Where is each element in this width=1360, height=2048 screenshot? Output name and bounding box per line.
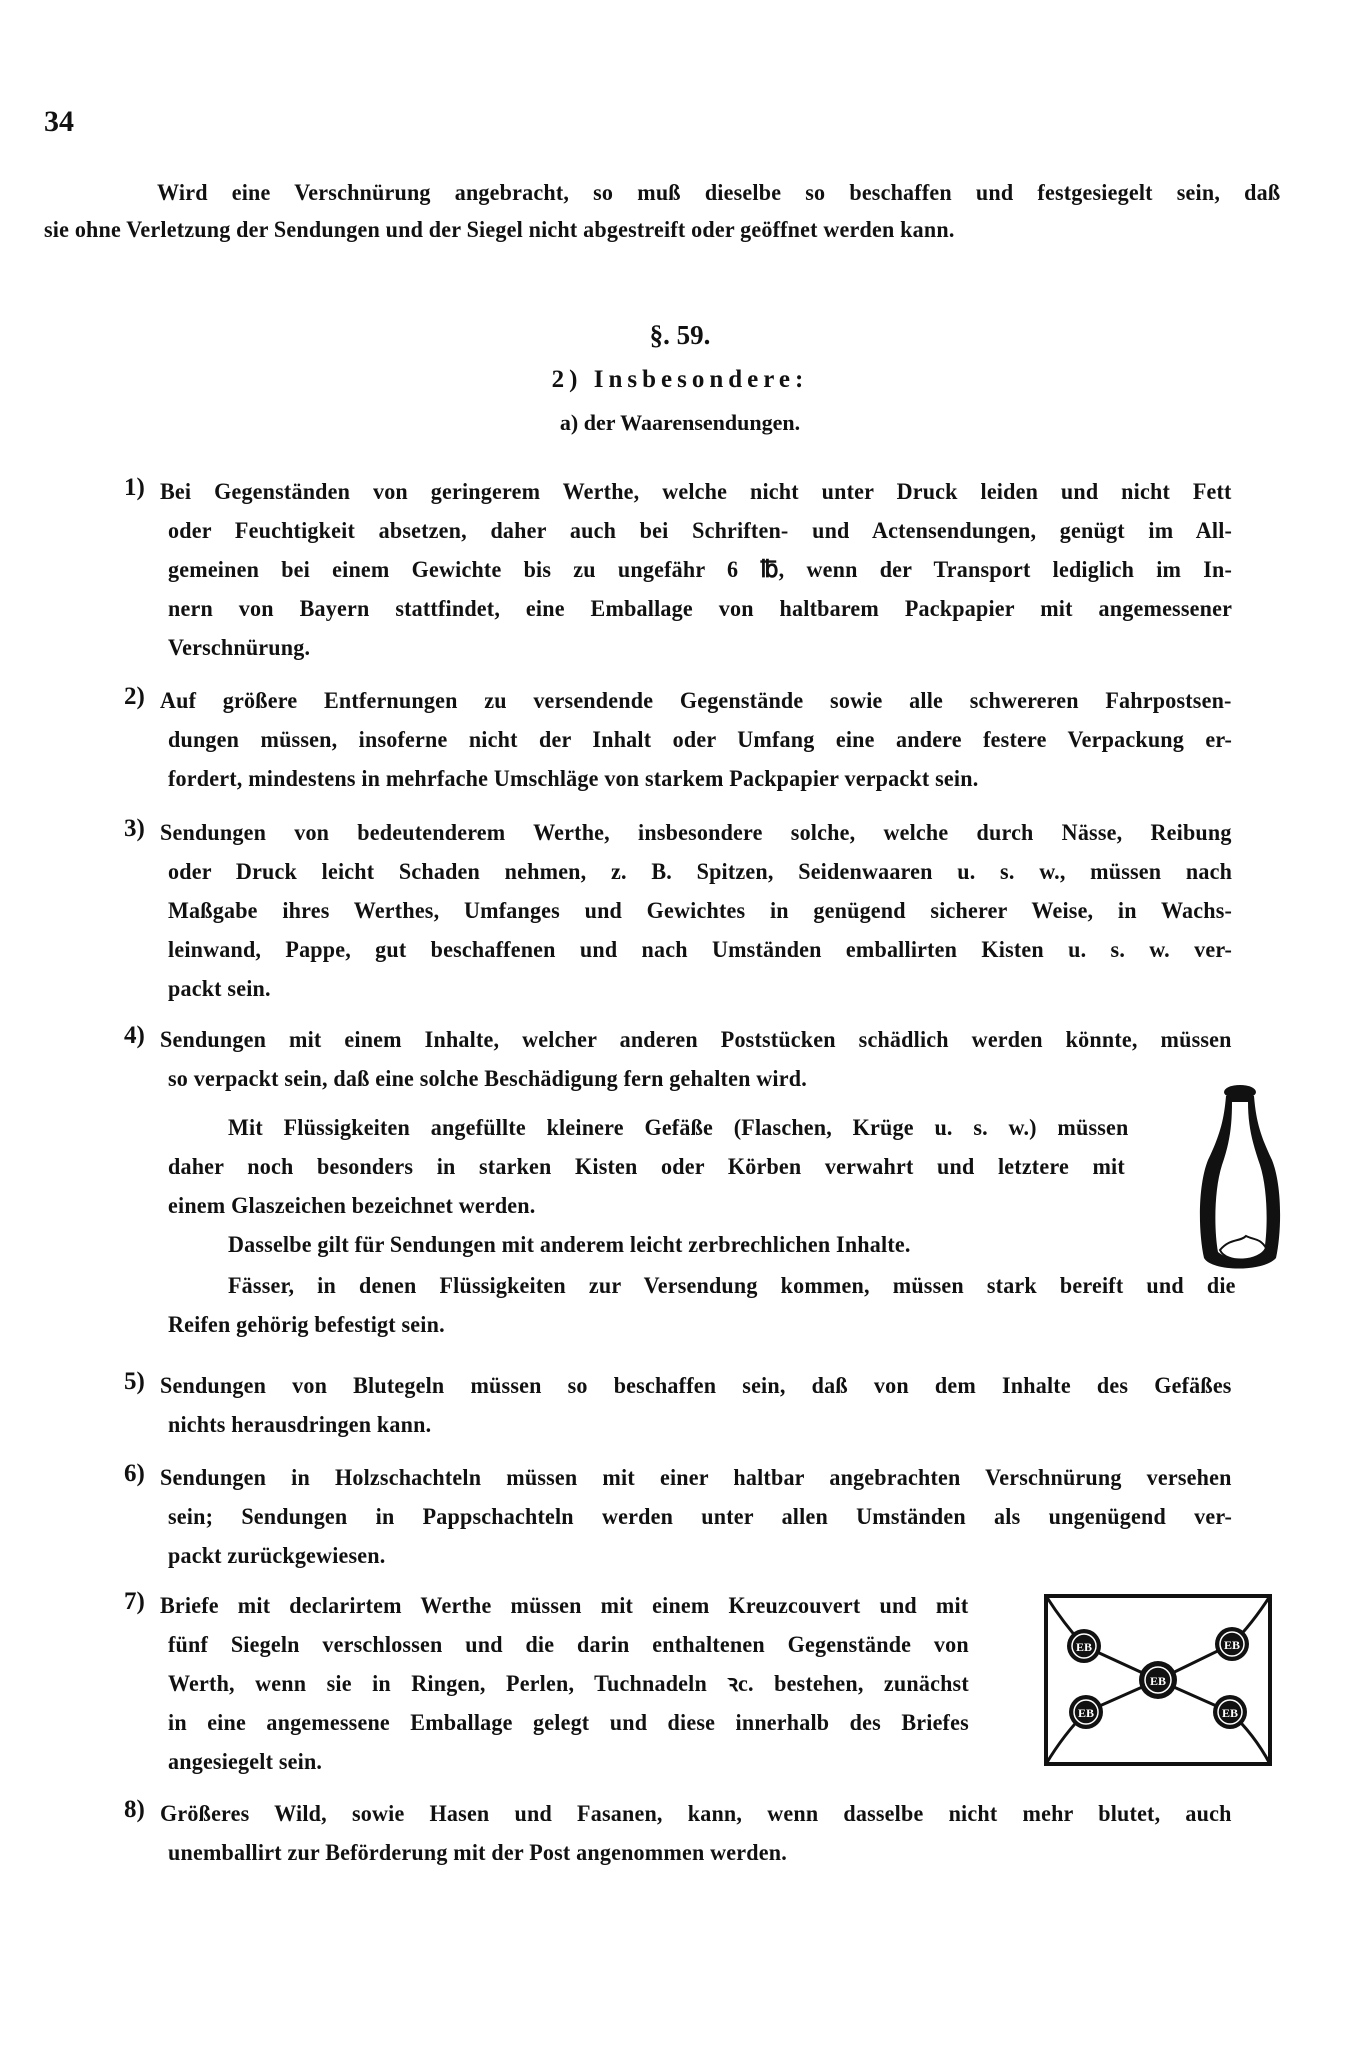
item-line: Sendungen von Blutegeln müssen so beschaffen sein, daß von dem Inhalte des Gefäßes — [160, 1373, 1232, 1399]
item-line: packt zurückgewiesen. — [168, 1543, 386, 1569]
svg-text:EB: EB — [1077, 1706, 1095, 1720]
item-line: einem Glaszeichen bezeichnet werden. — [168, 1193, 536, 1219]
item-number: 8) — [124, 1796, 145, 1823]
intro-line-2: sie ohne Verletzung der Sendungen und der Siegel nicht abgestreift oder geöffnet werden kann. — [44, 217, 955, 243]
intro-line-1: Wird eine Verschnürung angebracht, so muß dieselbe so beschaffen und festgesiegelt sein, daß — [157, 180, 1281, 206]
item-number: 3) — [124, 815, 145, 842]
item-line: Sendungen von bedeutenderem Werthe, insbesondere solche, welche durch Nässe, Reibung — [160, 820, 1232, 846]
subsubheading: a) der Waarensendungen. — [559, 410, 801, 435]
item-number: 1) — [124, 474, 145, 501]
svg-text:EB: EB — [1075, 1640, 1093, 1654]
seal — [1215, 1627, 1249, 1661]
item-line: Bei Gegenständen von geringerem Werthe, welche nicht unter Druck leiden und nicht Fett — [160, 479, 1232, 505]
cross-envelope-icon — [1044, 1594, 1272, 1766]
item-number: 2) — [124, 683, 145, 710]
seal — [1139, 1661, 1177, 1699]
item-line: Maßgabe ihres Werthes, Umfanges und Gewichtes in genügend sicherer Weise, in Wachs- — [168, 898, 1233, 924]
svg-text:EB: EB — [1149, 1674, 1167, 1688]
page-number: 34 — [44, 105, 74, 138]
item-number: 6) — [124, 1460, 145, 1487]
item-line: Sendungen in Holzschachteln müssen mit einer haltbar angebrachten Verschnürung versehen — [160, 1465, 1232, 1491]
item-line: unemballirt zur Beförderung mit der Post angenommen werden. — [168, 1840, 787, 1866]
seal — [1213, 1695, 1247, 1729]
item-line: fordert, mindestens in mehrfache Umschläge von starkem Packpapier verpackt sein. — [168, 766, 979, 792]
item-line: leinwand, Pappe, gut beschaffenen und nach Umständen emballirten Kisten u. s. w. ver- — [168, 937, 1233, 963]
item-number: 7) — [124, 1588, 145, 1615]
item-line: Werth, wenn sie in Ringen, Perlen, Tuchnadeln ꝛc. bestehen, zunächst — [168, 1671, 969, 1697]
item-line: oder Druck leicht Schaden nehmen, z. B. Spitzen, Seidenwaaren u. s. w., müssen nach — [168, 859, 1233, 885]
item-line: sein; Sendungen in Pappschachteln werden unter allen Umständen als ungenügend ver- — [168, 1504, 1233, 1530]
item-line: Reifen gehörig befestigt sein. — [168, 1312, 445, 1338]
item-line: angesiegelt sein. — [168, 1749, 323, 1775]
item-line: Briefe mit declarirtem Werthe müssen mit einem Kreuzcouvert und mit — [160, 1593, 969, 1619]
item-line: so verpackt sein, daß eine solche Beschädigung fern gehalten wird. — [168, 1066, 807, 1092]
item-line: Verschnürung. — [168, 635, 311, 661]
svg-text:EB: EB — [1221, 1706, 1239, 1720]
subheading: 2) Insbesondere: — [551, 366, 809, 393]
item-line: nichts herausdringen kann. — [168, 1412, 432, 1438]
item-line: Fässer, in denen Flüssigkeiten zur Versendung kommen, müssen stark bereift und die — [228, 1273, 1236, 1299]
section-heading: §. 59. — [649, 320, 711, 350]
item-number: 5) — [124, 1368, 145, 1395]
item-line: Dasselbe gilt für Sendungen mit anderem leicht zerbrechlichen Inhalte. — [228, 1232, 911, 1258]
item-line: fünf Siegeln verschlossen und die darin enthaltenen Gegenstände von — [168, 1632, 969, 1658]
item-line: oder Feuchtigkeit absetzen, daher auch bei Schriften- und Actensendungen, genügt im All- — [168, 518, 1233, 544]
seal — [1069, 1695, 1103, 1729]
item-line: dungen müssen, insoferne nicht der Inhalt oder Umfang eine andere festere Verpackung er- — [168, 727, 1233, 753]
item-line: packt sein. — [168, 976, 271, 1002]
item-line: gemeinen bei einem Gewichte bis zu ungefähr 6 ℔, wenn der Transport lediglich im In- — [168, 557, 1233, 583]
seal — [1067, 1629, 1101, 1663]
bottle-icon — [1190, 1080, 1290, 1280]
item-line: daher noch besonders in starken Kisten oder Körben verwahrt und letztere mit — [168, 1154, 1125, 1180]
item-line: Auf größere Entfernungen zu versendende Gegenstände sowie alle schwereren Fahrpostsen- — [160, 688, 1232, 714]
envelope-illustration — [1044, 1594, 1272, 1766]
svg-text:EB: EB — [1223, 1638, 1241, 1652]
item-line: Sendungen mit einem Inhalte, welcher anderen Poststücken schädlich werden könnte, müssen — [160, 1027, 1232, 1053]
bottle-illustration — [1190, 1080, 1290, 1280]
item-line: in eine angemessene Emballage gelegt und diese innerhalb des Briefes — [168, 1710, 969, 1736]
item-number: 4) — [124, 1022, 145, 1049]
item-line: nern von Bayern stattfindet, eine Emballage von haltbarem Packpapier mit angemessener — [168, 596, 1233, 622]
item-line: Mit Flüssigkeiten angefüllte kleinere Gefäße (Flaschen, Krüge u. s. w.) müssen — [228, 1115, 1129, 1141]
item-line: Größeres Wild, sowie Hasen und Fasanen, kann, wenn dasselbe nicht mehr blutet, auch — [160, 1801, 1232, 1827]
